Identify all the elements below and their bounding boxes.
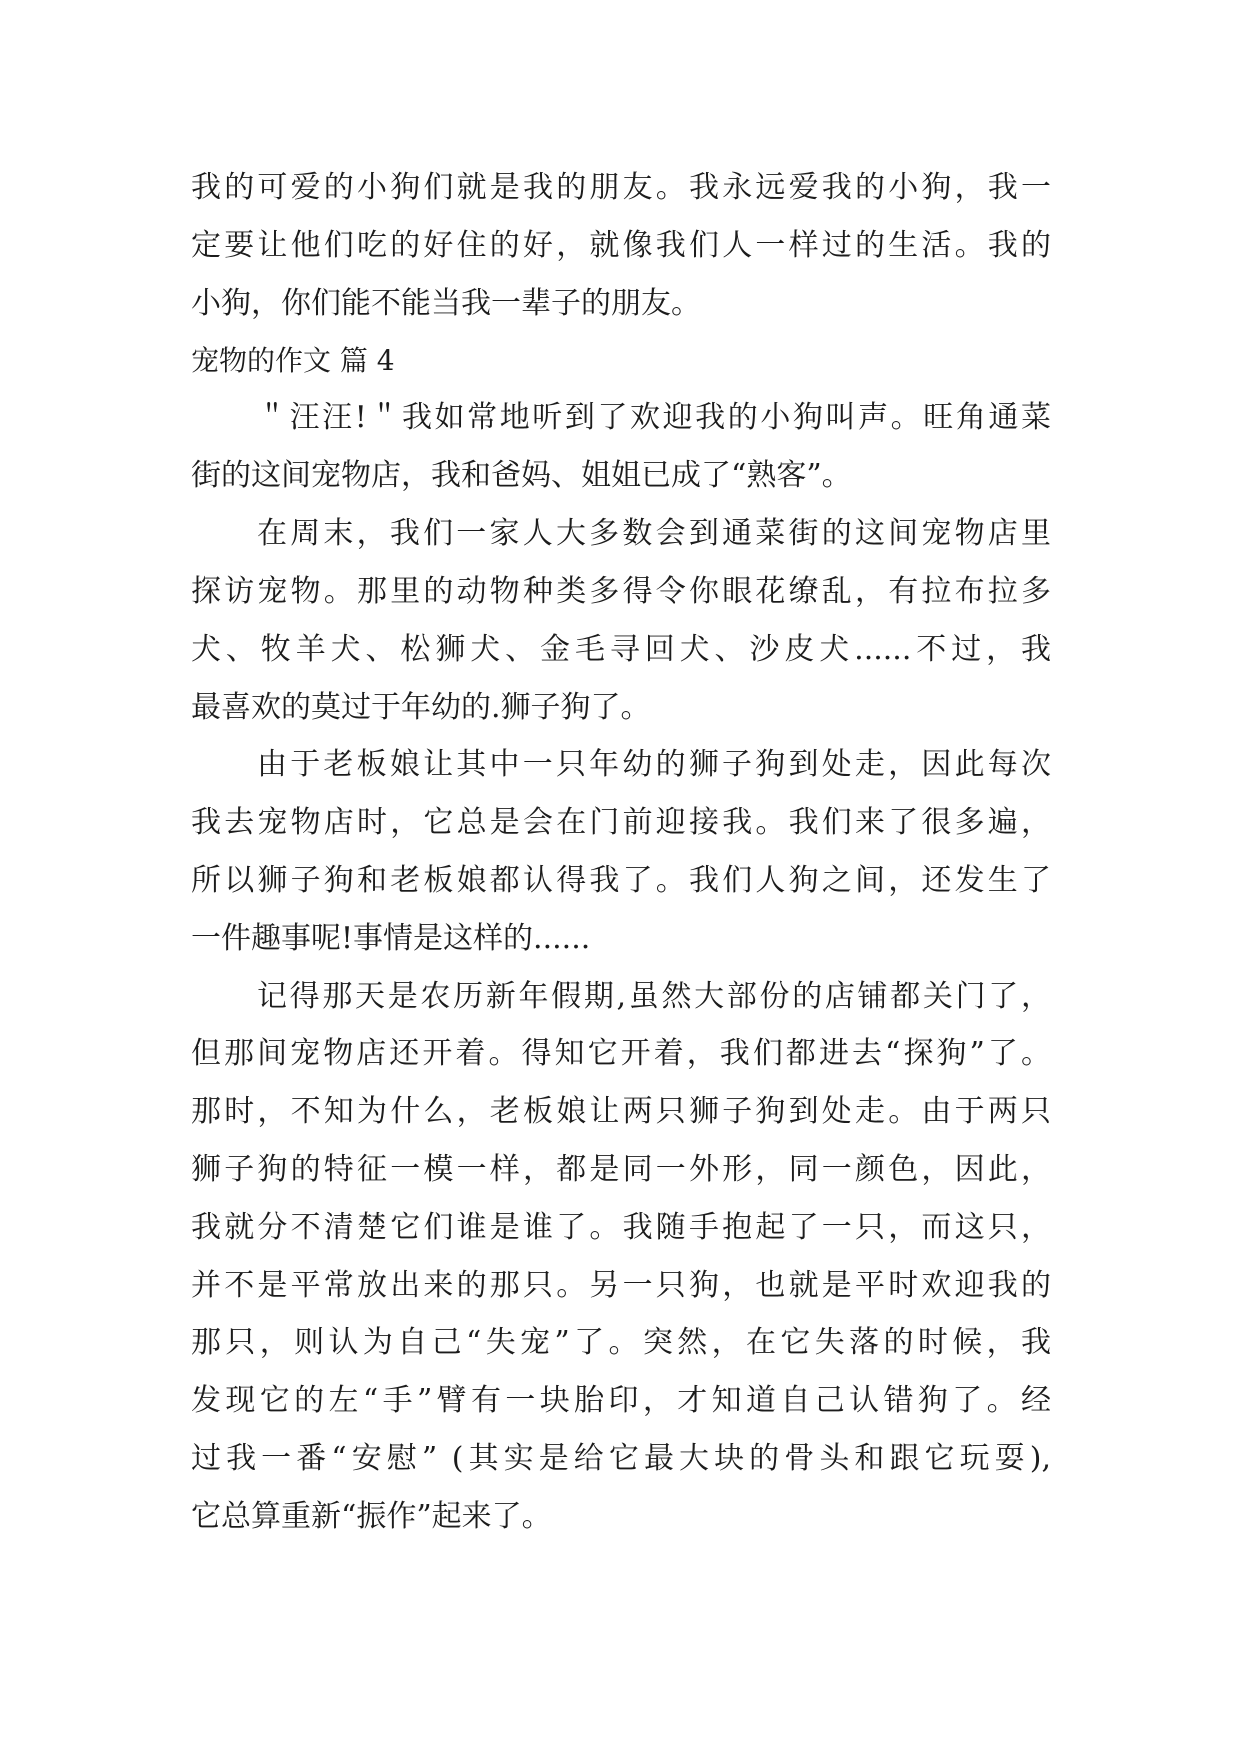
text-line: 在周末，我们一家人大多数会到通菜街的这间宠物店里	[257, 516, 1051, 551]
text-line: 最喜欢的莫过于年幼的.狮子狗了。	[191, 690, 651, 725]
text-line: 一件趣事呢!事情是这样的......	[191, 921, 591, 956]
text-line: 我就分不清楚它们谁是谁了。我随手抱起了一只，而这只，	[191, 1210, 1051, 1245]
text-line: 记得那天是农历新年假期,虽然大部份的店铺都关门了，	[257, 979, 1051, 1014]
text-line: 那时，不知为什么，老板娘让两只狮子狗到处走。由于两只	[191, 1094, 1051, 1129]
section-title: 宠物的作文 篇 4	[191, 344, 395, 377]
text-line: 小狗，你们能不能当我一辈子的朋友。	[191, 286, 701, 321]
text-line: 过我一番“安慰” (其实是给它最大块的骨头和跟它玩耍),	[191, 1441, 1051, 1476]
text-line: 由于老板娘让其中一只年幼的狮子狗到处走，因此每次	[257, 747, 1051, 782]
text-line: 它总算重新“振作”起来了。	[191, 1499, 552, 1534]
text-line: 我的可爱的小狗们就是我的朋友。我永远爱我的小狗，我一	[191, 170, 1051, 205]
text-line: 那只，则认为自己“失宠”了。突然，在它失落的时候，我	[191, 1325, 1051, 1360]
text-line: 我去宠物店时，它总是会在门前迎接我。我们来了很多遍，	[191, 805, 1051, 840]
text-line: ＂汪汪!＂我如常地听到了欢迎我的小狗叫声。旺角通菜	[257, 400, 1051, 435]
text-line: 并不是平常放出来的那只。另一只狗，也就是平时欢迎我的	[191, 1268, 1051, 1303]
text-line: 探访宠物。那里的动物种类多得令你眼花缭乱，有拉布拉多	[191, 574, 1051, 609]
text-line: 狮子狗的特征一模一样，都是同一外形，同一颜色，因此，	[191, 1152, 1051, 1187]
text-line: 街的这间宠物店，我和爸妈、姐姐已成了“熟客”。	[191, 458, 852, 493]
text-line: 定要让他们吃的好住的好，就像我们人一样过的生活。我的	[191, 228, 1051, 263]
text-line: 犬、牧羊犬、松狮犬、金毛寻回犬、沙皮犬......不过，我	[191, 632, 1051, 667]
text-line: 发现它的左“手”臂有一块胎印，才知道自己认错狗了。经	[191, 1383, 1051, 1418]
text-line: 但那间宠物店还开着。得知它开着，我们都进去“探狗”了。	[191, 1036, 1051, 1071]
text-line: 所以狮子狗和老板娘都认得我了。我们人狗之间，还发生了	[191, 863, 1051, 898]
